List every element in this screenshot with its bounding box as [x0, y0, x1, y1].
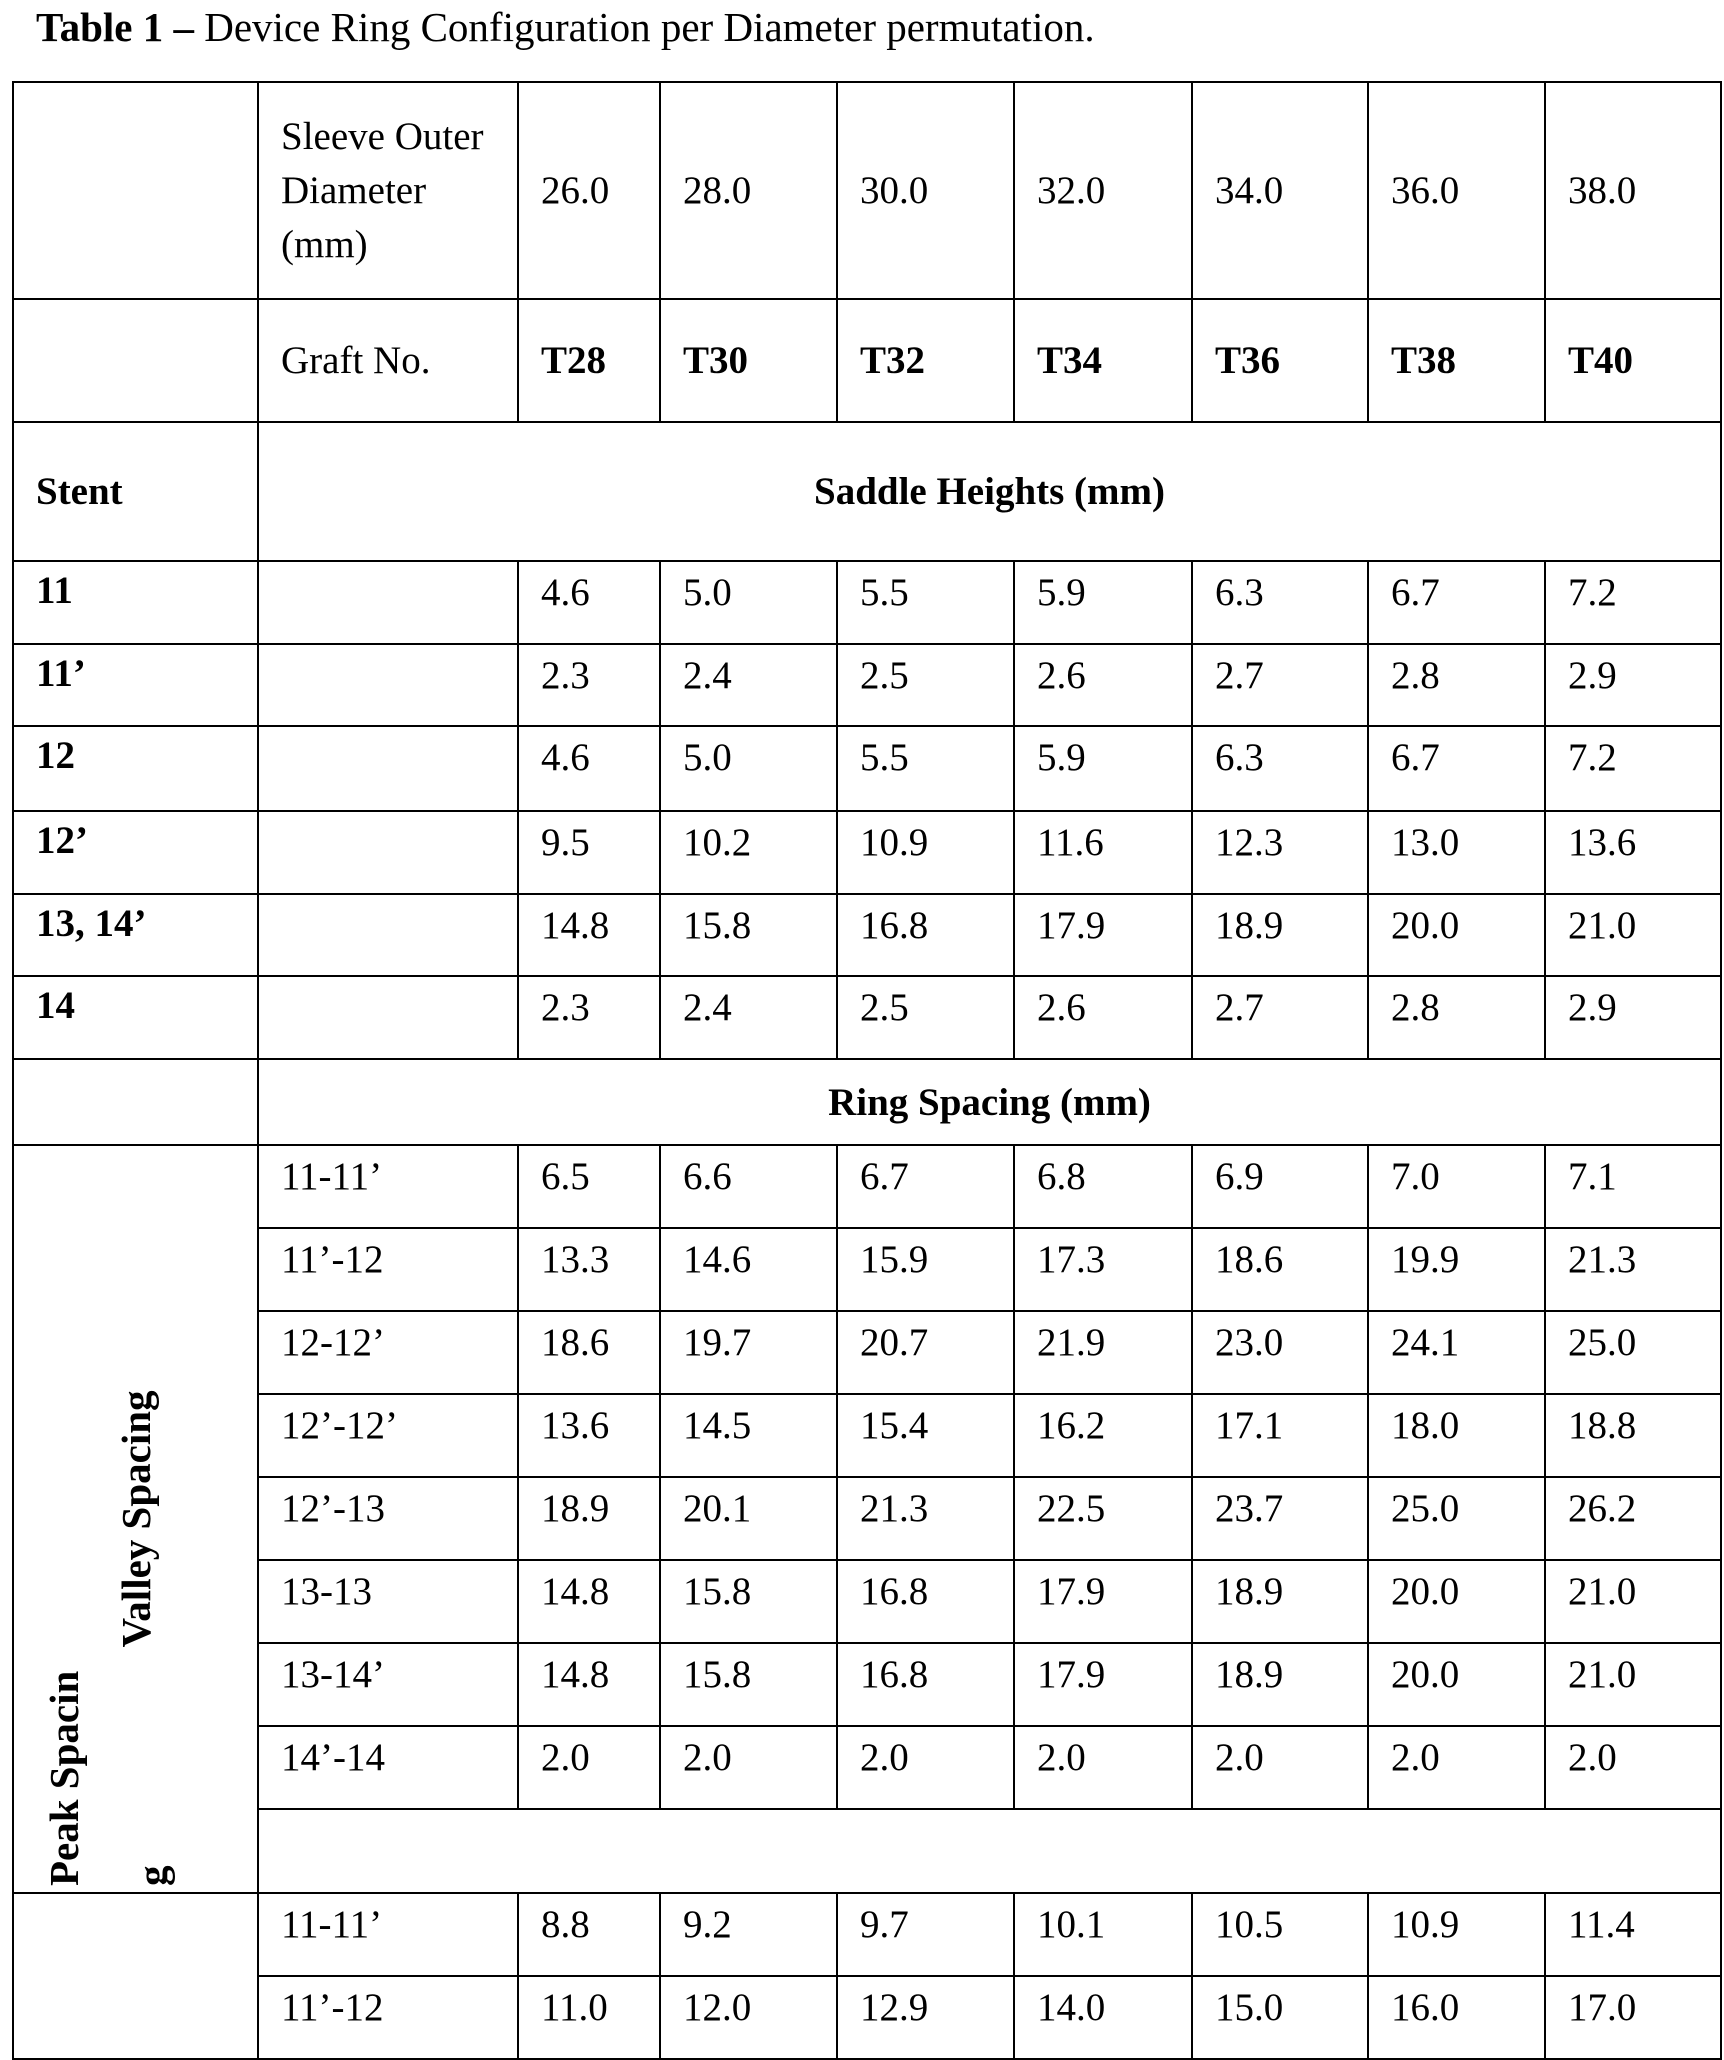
peak-spacing-row — [13, 1976, 1721, 2059]
saddle-height-value: 14.8 — [518, 894, 660, 976]
valley-spacing-value: 17.9 — [1014, 1560, 1192, 1643]
ring-pair: 14’-14 — [258, 1726, 518, 1809]
valley-spacing-value: 20.7 — [837, 1311, 1014, 1394]
graft-number: T32 — [837, 299, 1014, 422]
stent-id: 13, 14’ — [13, 894, 258, 976]
valley-spacing-value: 2.0 — [837, 1726, 1014, 1809]
valley-spacing-value: 14.5 — [660, 1394, 837, 1477]
valley-spacing-value: 2.0 — [1545, 1726, 1721, 1809]
saddle-height-value: 2.8 — [1368, 644, 1545, 726]
empty-cell — [258, 561, 518, 644]
saddle-height-value: 2.8 — [1368, 976, 1545, 1059]
valley-spacing-value: 25.0 — [1368, 1477, 1545, 1560]
valley-spacing-value: 2.0 — [660, 1726, 837, 1809]
ring-pair: 11-11’ — [258, 1893, 518, 1976]
saddle-height-value: 6.7 — [1368, 726, 1545, 811]
valley-spacing-value: 20.1 — [660, 1477, 837, 1560]
valley-spacing-value: 20.0 — [1368, 1560, 1545, 1643]
peak-spacing-value: 17.0 — [1545, 1976, 1721, 2059]
valley-spacing-value: 17.1 — [1192, 1394, 1368, 1477]
saddle-height-value: 2.9 — [1545, 644, 1721, 726]
valley-spacing-value: 15.8 — [660, 1643, 837, 1726]
diameter-value: 38.0 — [1545, 82, 1721, 299]
saddle-height-value: 13.6 — [1545, 811, 1721, 894]
valley-spacing-value: 15.9 — [837, 1228, 1014, 1311]
graft-label: Graft No. — [258, 299, 518, 422]
valley-spacing-value: 6.5 — [518, 1145, 660, 1228]
saddle-row — [13, 811, 1721, 894]
peak-spacing-value: 10.5 — [1192, 1893, 1368, 1976]
valley-spacing-value: 18.6 — [518, 1311, 660, 1394]
peak-spacing-value: 8.8 — [518, 1893, 660, 1976]
saddle-height-value: 5.9 — [1014, 561, 1192, 644]
ring-pair: 11’-12 — [258, 1228, 518, 1311]
saddle-height-value: 4.6 — [518, 561, 660, 644]
ring-pair: 13-14’ — [258, 1643, 518, 1726]
saddle-height-value: 5.0 — [660, 561, 837, 644]
valley-spacing-value: 16.8 — [837, 1643, 1014, 1726]
peak-spacing-value: 11.0 — [518, 1976, 660, 2059]
diameter-value: 34.0 — [1192, 82, 1368, 299]
saddle-height-value: 2.3 — [518, 976, 660, 1059]
peak-spacing-value: 14.0 — [1014, 1976, 1192, 2059]
peak-spacing-value: 9.2 — [660, 1893, 837, 1976]
empty-cell — [258, 1809, 1721, 1893]
empty-cell — [258, 976, 518, 1059]
valley-spacing-value: 6.7 — [837, 1145, 1014, 1228]
saddle-row — [13, 726, 1721, 811]
graft-row — [13, 299, 1721, 422]
saddle-height-value: 20.0 — [1368, 894, 1545, 976]
saddle-height-value: 2.9 — [1545, 976, 1721, 1059]
valley-spacing-value: 13.3 — [518, 1228, 660, 1311]
valley-spacing-value: 21.9 — [1014, 1311, 1192, 1394]
diameter-value: 28.0 — [660, 82, 837, 299]
diameter-value: 32.0 — [1014, 82, 1192, 299]
valley-spacing-value: 2.0 — [518, 1726, 660, 1809]
saddle-row — [13, 894, 1721, 976]
valley-spacing-value: 19.9 — [1368, 1228, 1545, 1311]
valley-spacing-value: 7.1 — [1545, 1145, 1721, 1228]
valley-spacing-value: 14.6 — [660, 1228, 837, 1311]
valley-spacing-value: 21.0 — [1545, 1560, 1721, 1643]
valley-spacing-value: 18.9 — [1192, 1560, 1368, 1643]
empty-cell — [13, 1059, 258, 1145]
valley-spacing-row — [13, 1145, 1721, 1228]
valley-spacing-value: 2.0 — [1192, 1726, 1368, 1809]
valley-spacing-value: 16.2 — [1014, 1394, 1192, 1477]
stent-id: 14 — [13, 976, 258, 1059]
valley-spacing-value: 16.8 — [837, 1560, 1014, 1643]
saddle-height-value: 2.3 — [518, 644, 660, 726]
saddle-height-value: 10.2 — [660, 811, 837, 894]
valley-spacing-row — [13, 1643, 1721, 1726]
valley-spacing-value: 23.0 — [1192, 1311, 1368, 1394]
saddle-row — [13, 561, 1721, 644]
valley-spacing-value: 17.9 — [1014, 1643, 1192, 1726]
graft-number: T36 — [1192, 299, 1368, 422]
peak-spacing-group — [13, 1893, 258, 2059]
valley-spacing-value: 18.8 — [1545, 1394, 1721, 1477]
empty-cell — [258, 894, 518, 976]
saddle-height-value: 5.0 — [660, 726, 837, 811]
valley-spacing-value: 13.6 — [518, 1394, 660, 1477]
diameter-row — [13, 82, 1721, 299]
saddle-height-value: 2.5 — [837, 644, 1014, 726]
graft-number: T40 — [1545, 299, 1721, 422]
graft-number: T38 — [1368, 299, 1545, 422]
saddle-height-value: 11.6 — [1014, 811, 1192, 894]
saddle-height-value: 15.8 — [660, 894, 837, 976]
valley-spacing-value: 21.0 — [1545, 1643, 1721, 1726]
peak-spacing-value: 11.4 — [1545, 1893, 1721, 1976]
saddle-height-value: 21.0 — [1545, 894, 1721, 976]
saddle-row — [13, 976, 1721, 1059]
peak-spacing-value: 15.0 — [1192, 1976, 1368, 2059]
diameter-value: 30.0 — [837, 82, 1014, 299]
stent-id: 11 — [13, 561, 258, 644]
saddle-height-value: 16.8 — [837, 894, 1014, 976]
saddle-height-value: 7.2 — [1545, 726, 1721, 811]
valley-spacing-value: 7.0 — [1368, 1145, 1545, 1228]
valley-spacing-value: 21.3 — [837, 1477, 1014, 1560]
empty-cell — [13, 82, 258, 299]
saddle-height-value: 2.4 — [660, 976, 837, 1059]
valley-spacing-value: 2.0 — [1368, 1726, 1545, 1809]
ring-spacing-title: Ring Spacing (mm) — [258, 1059, 1721, 1145]
peak-spacing-value: 10.1 — [1014, 1893, 1192, 1976]
empty-cell — [258, 811, 518, 894]
ring-pair: 12’-13 — [258, 1477, 518, 1560]
blank-row — [13, 1809, 1721, 1893]
saddle-height-value: 13.0 — [1368, 811, 1545, 894]
valley-spacing-value: 21.3 — [1545, 1228, 1721, 1311]
graft-number: T30 — [660, 299, 837, 422]
empty-cell — [13, 299, 258, 422]
valley-spacing-value: 6.8 — [1014, 1145, 1192, 1228]
diameter-value: 26.0 — [518, 82, 660, 299]
saddle-height-value: 9.5 — [518, 811, 660, 894]
peak-spacing-value: 12.9 — [837, 1976, 1014, 2059]
empty-cell — [258, 726, 518, 811]
saddle-height-value: 2.7 — [1192, 644, 1368, 726]
saddle-height-value: 5.5 — [837, 561, 1014, 644]
valley-spacing-row — [13, 1228, 1721, 1311]
ring-pair: 12’-12’ — [258, 1394, 518, 1477]
stent-id: 11’ — [13, 644, 258, 726]
ring-pair: 11’-12 — [258, 1976, 518, 2059]
ring-pair: 13-13 — [258, 1560, 518, 1643]
valley-spacing-value: 20.0 — [1368, 1643, 1545, 1726]
ring-configuration-table — [12, 81, 1722, 2060]
valley-spacing-row — [13, 1560, 1721, 1643]
saddle-height-value: 2.6 — [1014, 976, 1192, 1059]
ring-spacing-header-row — [13, 1059, 1721, 1145]
saddle-height-value: 6.3 — [1192, 561, 1368, 644]
peak-spacing-value: 12.0 — [660, 1976, 837, 2059]
valley-spacing-value: 24.1 — [1368, 1311, 1545, 1394]
valley-spacing-value: 18.0 — [1368, 1394, 1545, 1477]
ring-pair: 12-12’ — [258, 1311, 518, 1394]
empty-cell — [258, 644, 518, 726]
valley-spacing-row — [13, 1726, 1721, 1809]
peak-spacing-value: 10.9 — [1368, 1893, 1545, 1976]
saddle-height-value: 17.9 — [1014, 894, 1192, 976]
caption-dash: – — [163, 4, 204, 50]
valley-spacing-value: 17.3 — [1014, 1228, 1192, 1311]
saddle-height-value: 5.9 — [1014, 726, 1192, 811]
stent-id: 12 — [13, 726, 258, 811]
valley-spacing-value: 18.9 — [518, 1477, 660, 1560]
stent-header-row — [13, 422, 1721, 561]
saddle-height-value: 2.7 — [1192, 976, 1368, 1059]
saddle-heights-title: Saddle Heights (mm) — [258, 422, 1721, 561]
peak-spacing-row — [13, 1893, 1721, 1976]
graft-number: T28 — [518, 299, 660, 422]
valley-spacing-value: 18.6 — [1192, 1228, 1368, 1311]
valley-spacing-value: 14.8 — [518, 1560, 660, 1643]
valley-spacing-value: 25.0 — [1545, 1311, 1721, 1394]
valley-spacing-value: 18.9 — [1192, 1643, 1368, 1726]
graft-number: T34 — [1014, 299, 1192, 422]
saddle-height-value: 7.2 — [1545, 561, 1721, 644]
valley-spacing-row — [13, 1311, 1721, 1394]
diameter-value: 36.0 — [1368, 82, 1545, 299]
peak-spacing-value: 9.7 — [837, 1893, 1014, 1976]
valley-spacing-value: 2.0 — [1014, 1726, 1192, 1809]
valley-spacing-value: 14.8 — [518, 1643, 660, 1726]
saddle-row — [13, 644, 1721, 726]
stent-label: Stent — [13, 422, 258, 561]
peak-spacing-value: 16.0 — [1368, 1976, 1545, 2059]
ring-pair: 11-11’ — [258, 1145, 518, 1228]
valley-spacing-value: 6.6 — [660, 1145, 837, 1228]
saddle-height-value: 6.7 — [1368, 561, 1545, 644]
saddle-height-value: 2.5 — [837, 976, 1014, 1059]
peak-spacing-label: Peak Spacing — [20, 1666, 196, 1886]
saddle-height-value: 2.6 — [1014, 644, 1192, 726]
saddle-height-value: 12.3 — [1192, 811, 1368, 894]
valley-spacing-row — [13, 1477, 1721, 1560]
valley-spacing-label: Valley Spacing — [112, 1390, 160, 1647]
valley-spacing-value: 15.8 — [660, 1560, 837, 1643]
saddle-height-value: 6.3 — [1192, 726, 1368, 811]
stent-id: 12’ — [13, 811, 258, 894]
valley-spacing-row — [13, 1394, 1721, 1477]
caption-text: Device Ring Configuration per Diameter permutation. — [204, 4, 1094, 50]
diameter-label: Sleeve Outer Diameter (mm) — [258, 82, 518, 299]
saddle-height-value: 18.9 — [1192, 894, 1368, 976]
valley-spacing-value: 26.2 — [1545, 1477, 1721, 1560]
table-number: Table 1 — [36, 4, 163, 50]
saddle-height-value: 4.6 — [518, 726, 660, 811]
valley-spacing-value: 19.7 — [660, 1311, 837, 1394]
table-caption — [36, 2, 1095, 52]
valley-spacing-value: 22.5 — [1014, 1477, 1192, 1560]
valley-spacing-value: 15.4 — [837, 1394, 1014, 1477]
valley-spacing-value: 23.7 — [1192, 1477, 1368, 1560]
saddle-height-value: 2.4 — [660, 644, 837, 726]
saddle-height-value: 5.5 — [837, 726, 1014, 811]
valley-spacing-value: 6.9 — [1192, 1145, 1368, 1228]
saddle-height-value: 10.9 — [837, 811, 1014, 894]
